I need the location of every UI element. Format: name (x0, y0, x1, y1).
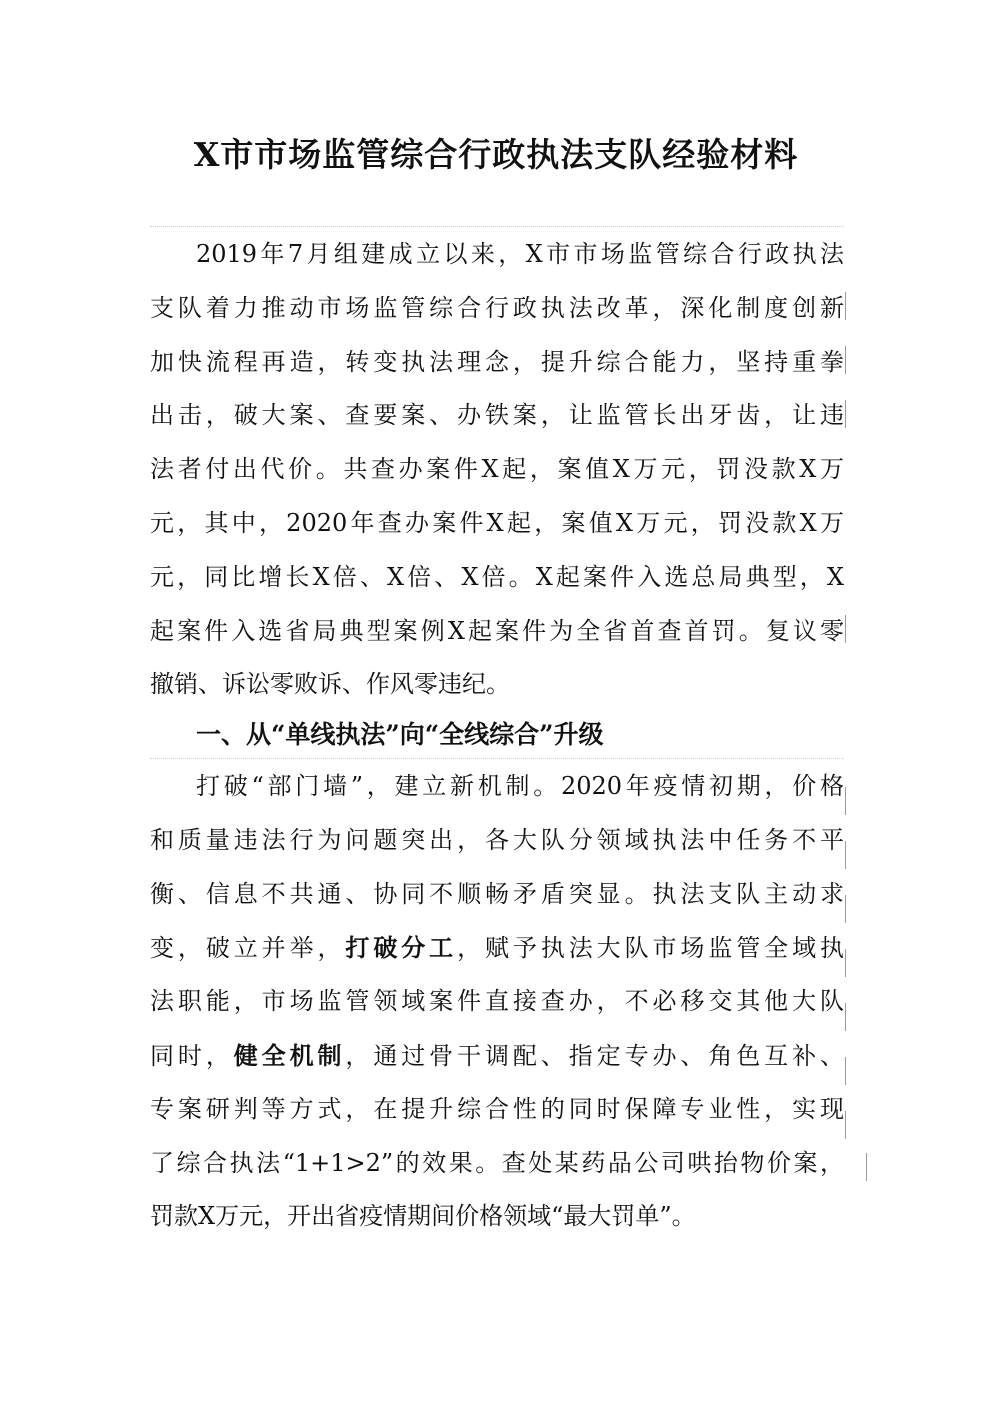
paragraph-line: 加快流程再造，转变执法理念，提升综合能力，坚持重拳 (150, 347, 844, 376)
margin-mark (845, 615, 846, 643)
line-text: 变，破立并举， (150, 934, 346, 963)
paragraph-line: 了综合执法“1+1>2”的效果。查处某药品公司哄抬物价案， (150, 1148, 844, 1177)
paragraph-line: 和质量违法行为问题突出，各大队分领域执法中任务不平 (150, 825, 844, 854)
margin-mark (866, 1153, 867, 1181)
paragraph-line: 罚款X万元，开出省疫情期间价格领域“最大罚单”。 (150, 1202, 696, 1231)
document-title: X市市场监管综合行政执法支队经验材料 (193, 135, 799, 174)
section-divider (150, 758, 844, 759)
paragraph-line: 元，其中，2020年查办案件X起，案值X万元，罚没款X万 (150, 508, 844, 537)
margin-mark (845, 787, 846, 815)
bold-term: 打破分工 (345, 933, 458, 963)
margin-mark (845, 292, 846, 320)
paragraph-section1 (150, 760, 844, 1244)
line-text: ，通过骨干调配、指定专办、角色互补、 (345, 1041, 845, 1070)
paragraph-line: 2019年7月组建成立以来，X市市场监管综合行政执法 (196, 240, 844, 268)
line-text: 同时， (150, 1041, 234, 1070)
margin-mark (845, 1003, 846, 1031)
paragraph-line (150, 921, 844, 975)
margin-mark (845, 949, 846, 977)
line-text: ，赋予执法大队市场监管全域执 (457, 934, 845, 963)
paragraph-line: 撤销、诉讼零败诉、作风零违纪。 (150, 670, 510, 699)
margin-mark (845, 1057, 846, 1085)
margin-mark (845, 400, 846, 428)
paragraph-line: 法职能，市场监管领域案件直接查办，不必移交其他大队 (150, 987, 844, 1016)
margin-mark (845, 895, 846, 923)
paragraph-line: 出击，破大案、查要案、办铁案，让监管长出牙齿，让违 (150, 401, 844, 430)
header-divider (150, 226, 844, 227)
paragraph-line: 支队着力推动市场监管综合行政执法改革，深化制度创新 (150, 293, 844, 322)
paragraph-line (150, 1029, 844, 1083)
paragraph-line: 法者付出代价。共查办案件X起，案值X万元，罚没款X万 (150, 455, 844, 484)
paragraph-line: 衡、信息不共通、协同不顺畅矛盾突显。执法支队主动求 (150, 879, 844, 908)
margin-mark (845, 1111, 846, 1139)
paragraph-intro (150, 228, 844, 712)
bold-term: 健全机制 (233, 1040, 346, 1070)
margin-mark (845, 346, 846, 374)
paragraph-line: 打破“部门墙”，建立新机制。2020年疫情初期，价格 (196, 772, 844, 800)
paragraph-line: 起案件入选省局典型案例X起案件为全省首查首罚。复议零 (150, 616, 844, 645)
margin-mark (845, 841, 846, 869)
paragraph-line: 专案研判等方式，在提升综合性的同时保障专业性，实现 (150, 1094, 844, 1123)
paragraph-line: 元，同比增长X倍、X倍、X倍。X起案件入选总局典型，X (150, 562, 844, 591)
section-heading: 一、从“单线执法”向“全线综合”升级 (196, 720, 604, 749)
